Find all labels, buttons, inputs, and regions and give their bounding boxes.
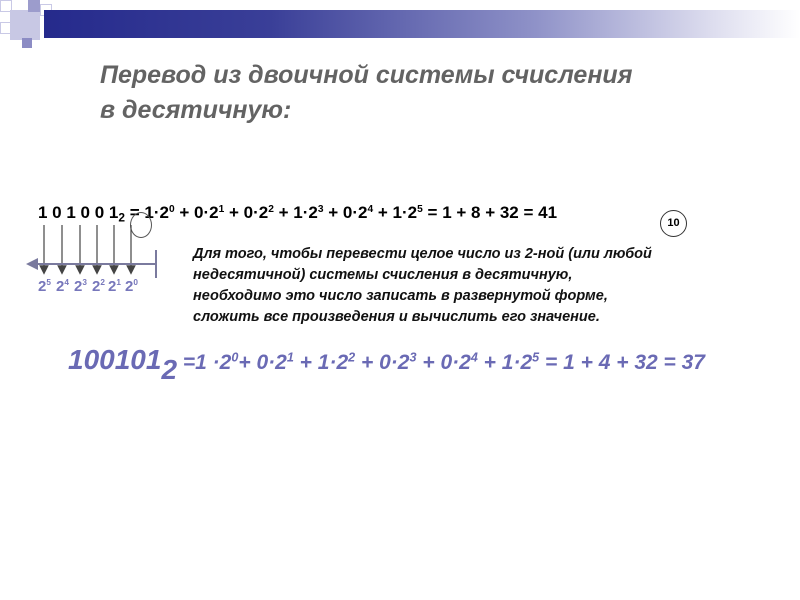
term: $0\cdot 2^2$	[243, 203, 274, 222]
term: $0\cdot 2^1$	[256, 350, 294, 374]
example2-sum: 1 + 4 + 32	[563, 351, 658, 374]
term: $1\cdot 2^3$	[293, 203, 324, 222]
weight-label: $2^4$	[56, 278, 69, 295]
example2-result: 37	[681, 351, 705, 374]
term: $1\cdot 2^0$	[144, 203, 175, 222]
example2-number: 100101	[68, 344, 162, 375]
rule-line: Для того, чтобы перевести целое число из 2-ной (или любой	[193, 246, 652, 262]
weight-label: $2^0$	[125, 278, 138, 295]
example1-result: 41	[538, 203, 558, 222]
rule-line: недесятичной) системы счисления в десятичную,	[193, 267, 573, 283]
term: $0\cdot 2^4$	[440, 350, 478, 374]
term: $1\cdot 2^5$	[501, 350, 540, 374]
example2-base: 2	[161, 353, 178, 385]
result-base-badge: 10	[660, 210, 687, 237]
slide-title-line: Перевод из двоичной системы счисления	[100, 61, 633, 89]
weight-label: $2^2$	[92, 278, 105, 295]
term: $0\cdot 2^1$	[193, 203, 225, 222]
rule-line: сложить все произведения и вычислить его значение.	[193, 309, 600, 325]
example1-formula: 1 0 1 0 0 $1_2 = 1\cdot 2^0 + 0\cdot 2^1 + 0\cdot 2^2 + 1\cdot 2^3 + 0\cdot 2^4 + 1\cdot 2^5 = 1 + 8 + 32 = 41$	[38, 203, 558, 225]
term: $0\cdot 2^4$	[342, 203, 374, 222]
position-axis-arrowhead	[26, 258, 38, 270]
rule-line: необходимо это число записать в развернутой форме,	[193, 288, 608, 304]
rule-explanation	[193, 244, 768, 328]
example1-base: 2	[118, 210, 125, 225]
term: $1\cdot 2^5$	[392, 203, 423, 222]
example1-digits: 1 0 1 0 0 1	[38, 203, 119, 222]
example2-formula: $100101_2 =1 \cdot 2^0+ 0\cdot 2^1 + 1\cdot 2^2 + 0\cdot 2^3 + 0\cdot 2^4 + 1\cdot 2^5 = 1 + 4 + 32 = 37$	[68, 344, 705, 385]
weight-label: $2^3$	[74, 278, 87, 295]
weight-label: $2^1$	[108, 278, 121, 295]
slide-title-line: в десятичную:	[100, 96, 292, 124]
term: $1 \cdot 2^0$	[195, 350, 239, 374]
term: $0\cdot 2^3$	[379, 350, 417, 374]
example1-sum: 1 + 8 + 32	[442, 203, 519, 222]
weight-label: $2^5$	[38, 278, 51, 295]
term: $1\cdot 2^2$	[317, 350, 356, 374]
